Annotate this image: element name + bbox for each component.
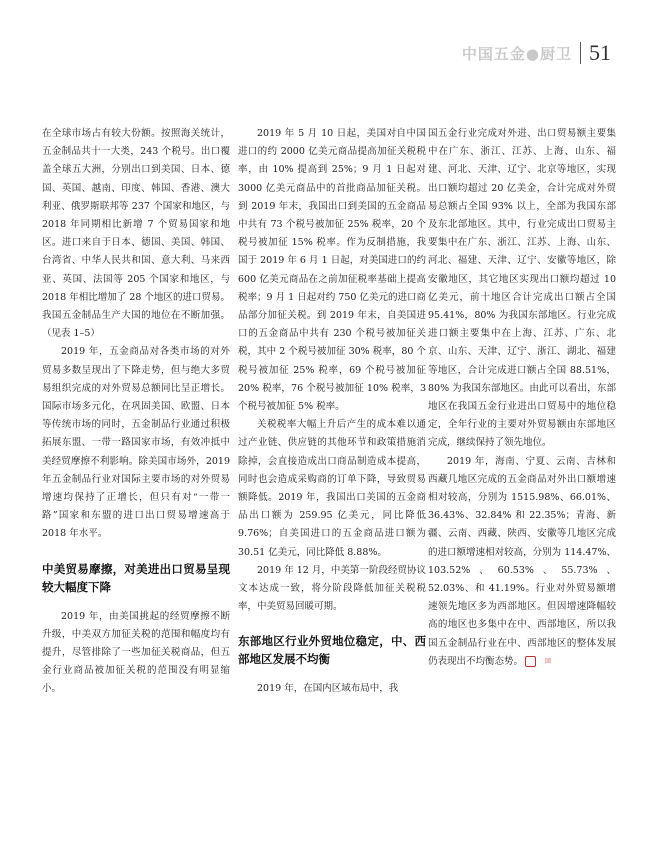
- article-end-icon: 回: [525, 656, 536, 667]
- section-heading: 中美贸易摩擦，对美进出口贸易呈现较大幅度下降: [42, 561, 230, 594]
- column-1: [42, 125, 230, 699]
- header-divider: [580, 42, 581, 64]
- page-header: [462, 40, 611, 66]
- paragraph: 关税税率大幅上升后产生的成本难以通过产业链、供应链的其他环节和政策措施消除掉，会直接造成出口商品制造成本提高，同时也会造成采购商的订单下降，导致贸易额降低。2019 年，我国出口美国的五金商品出口额为 259.95 亿美元，同比降低 9.76%；自美国进口的五金商品进口额为 30.51 亿美元，同比降低 8.88%。: [238, 419, 426, 558]
- paragraph: 2019 年 12 月，中美第一阶段经贸协议文本达成一致，将分阶段降低加征关税税率，中美贸易回暖可期。: [238, 564, 426, 613]
- paragraph: [428, 453, 616, 671]
- column-3: [428, 125, 616, 671]
- paragraph: 在全球市场占有较大份额。按照海关统计，五金制品共十一大类，243 个税号。出口覆盖全球五大洲，分别出口到美国、日本、德国、英国、越南、印度、韩国、香港、澳大利亚、俄罗斯联邦等 237 个国家和地区，与 2018 年同期相比新增 7 个贸易国家和地区。进口来自于日本、德国、美国、韩国、台湾省、中华人民共和国、意大利、马来西亚、英国、法国等 205 个国家和地区，与 2018 年相比增加了 28 个地区的进口贸易。我国五金制品生产大国的地位在不断加强。（见表 1–5）: [42, 128, 230, 340]
- paragraph: 2019 年 5 月 10 日起，美国对自中国进口的约 2000 亿美元商品提高加征关税税率，由 10% 提高到 25%；9 月 1 日起对 3000 亿美元商品中的首批商品加征关税。到 2019 年末，我国出口到美国的五金商品中共有 73 个税号被加征 25% 税率，20 个税号被加征 15% 税率。作为反制措施，我国于 2019 年 6 月 1 日起，对美国进口的约 600 亿美元商品在之前加征税率基础上提高税率；9 月 1 日起对约 750 亿美元的进口商品部分加征关税。到 2019 年末，自美国进口的五金商品中共有 230 个税号被加征关税，其中 2 个税号被加征 30% 税率，80 个税号被加征 25% 税率，69 个税号被加征 20% 税率，76 个税号被加征 10% 税率，3 个税号被加征 5% 税率。: [238, 128, 426, 413]
- paragraph: 2019 年，在国内区域布局中，我: [257, 683, 399, 695]
- section-heading: 东部地区行业外贸地位稳定，中、西部地区发展不均衡: [238, 634, 426, 667]
- paragraph: 2019 年，五金商品对各类市场的对外贸易多数呈现出了下降走势，但与绝大多贸易组织完成的对外贸易总额同比呈正增长。国际市场多元化，在巩固美国、欧盟、日本等传统市场的同时，五金制品行业通过积极拓展东盟、一带一路国家市场，有效冲抵中美经贸摩擦不利影响。除美国市场外，2019 年五金制品行业对国际主要市场的对外贸易增速均保持了正增长，但只有对“一带一路”国家和东盟的进口出口贸易增速高于 2018 年水平。: [42, 346, 230, 540]
- magazine-brand-logo: 中国五金●厨卫: [461, 44, 572, 63]
- page-number: 51: [589, 40, 611, 65]
- paragraph-text: 2019 年，海南、宁夏、云南、吉林和西藏几地区完成的五金商品对外出口额增速相对较高，分别为 1515.98%、66.01%、36.43%、32.84% 和 22.35%；青海、新疆、云南、西藏、陕西、安徽等几地区完成的进口额增速相对较高，分别为 114.47%、103.52%、60.53%、55.73%、52.03%、和 41.19%。行业对外贸易额增速领先地区多为西部地区。但因增速降幅较高的地区也多集中在中、西部地区，所以我国五金制品行业在中、西部地区的整体发展仍表现出不均衡态势。: [428, 455, 616, 667]
- paragraph: 国五金行业完成对外进、出口贸易额主要集中在广东、浙江、江苏、上海、山东、福建、河北、天津、辽宁、北京等地区，实现出口额均超过 20 亿美金，合计完成对外贸易总额占全国 93% 以上，全部为我国东部及东北部地区。其中，行业完成出口贸易主要集中在广东、浙江、江苏、上海、山东、河北、福建、天津、辽宁、安徽等地区，除安徽地区，其它地区实现出口额均超过 10 亿美元，前十地区合计完成出口额占全国 95.41%，80% 为我国东部地区。行业完成进口额主要集中在上海、江苏、广东、北京、山东、天津、辽宁、浙江、湖北、福建等地区，合计完成进口额占全国 88.51%，80% 为我国东部地区。由此可以看出，东部地区在我国五金行业进出口贸易中的地位稳定，全年行业的主要对外贸易额由东部地区完成，继续保持了领先地位。: [428, 128, 616, 449]
- column-2: [238, 125, 426, 699]
- paragraph: 2019 年，由美国挑起的经贸摩擦不断升级，中美双方加征关税的范围和幅度均有提升，尽管排除了一些加征关税商品，但五金行业商品被加征关税的范围没有明显缩小。: [42, 610, 230, 695]
